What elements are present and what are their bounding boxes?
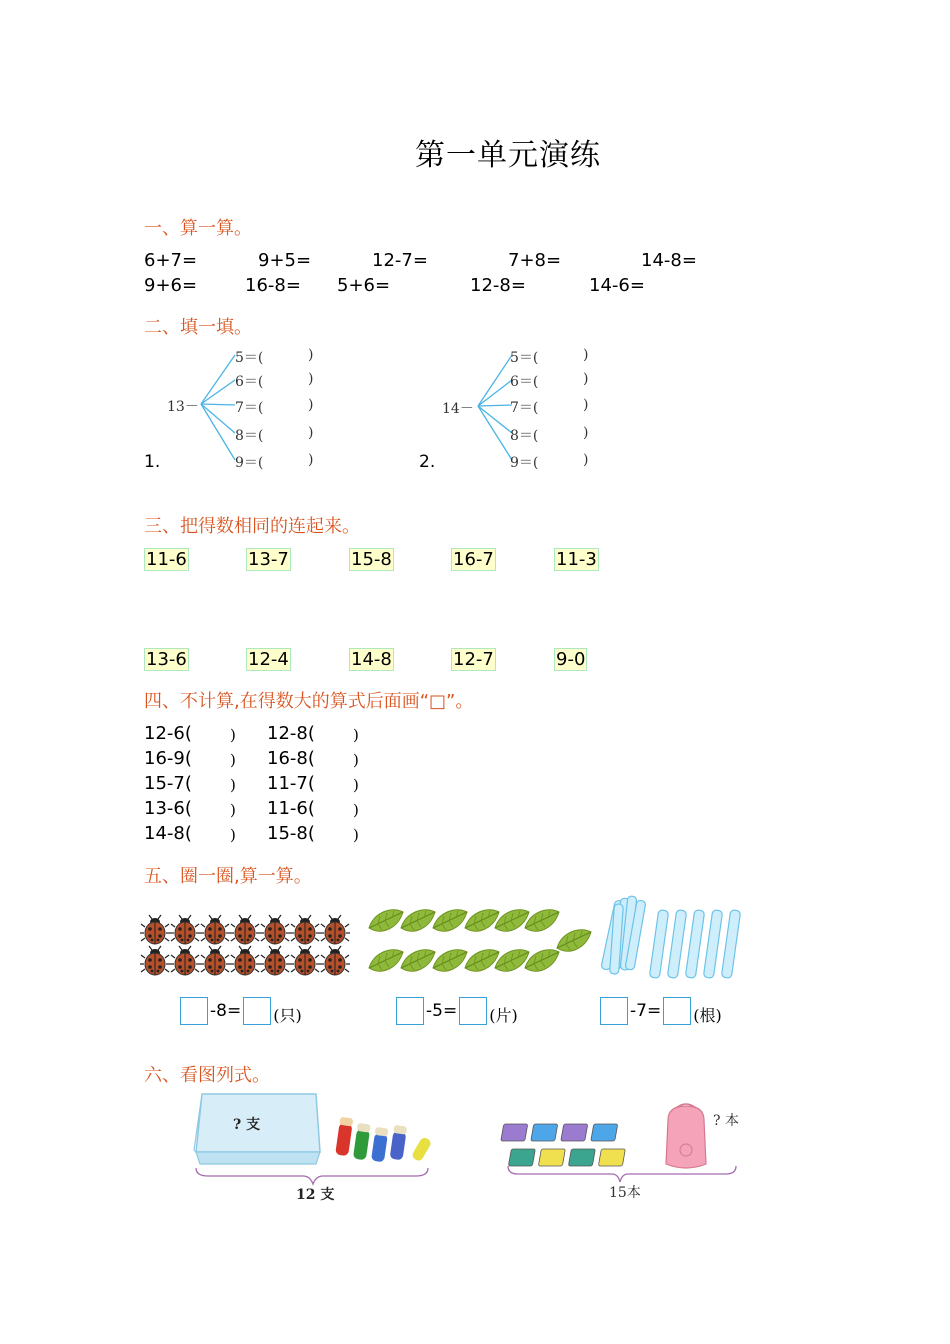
fill-row: 6＝( <box>510 374 539 390</box>
answer-box[interactable] <box>600 997 628 1025</box>
compare-expr: 14-8( <box>144 823 192 844</box>
match-top-item[interactable]: 16-7 <box>453 549 494 570</box>
expr: 7+8= <box>508 250 562 271</box>
equation-unit: (片) <box>489 1006 518 1025</box>
section-4-heading: 四、不计算,在得数大的算式后面画“□”。 <box>144 691 474 712</box>
expr: 14-8= <box>641 250 697 271</box>
page-title: 第一单元演练 <box>415 138 601 173</box>
close-paren: ) <box>353 801 359 819</box>
expr: 9+6= <box>144 275 198 296</box>
fill-row: 7＝( <box>510 400 539 416</box>
compare-expr: 16-9( <box>144 748 192 769</box>
close-paren: ) <box>308 347 314 363</box>
section-5-heading: 五、圈一圈,算一算。 <box>144 866 312 887</box>
compare-expr: 11-6( <box>267 798 315 819</box>
book-total-label: 15本 <box>609 1185 641 1201</box>
center-number: 13－ <box>167 399 199 415</box>
item-number: 1. <box>144 452 161 472</box>
expr: 12-8= <box>470 275 526 296</box>
close-paren: ) <box>230 826 236 844</box>
section-2-heading: 二、填一填。 <box>144 317 252 338</box>
books-picture <box>500 1100 745 1185</box>
match-bottom-item[interactable]: 12-7 <box>453 649 494 670</box>
close-paren: ) <box>583 397 589 413</box>
equation-unit: (只) <box>273 1006 302 1025</box>
close-paren: ) <box>353 776 359 794</box>
fill-row: 8＝( <box>510 428 539 444</box>
close-paren: ) <box>583 347 589 363</box>
branch-lines-1 <box>195 345 240 470</box>
expr: 12-7= <box>372 250 428 271</box>
close-paren: ) <box>230 801 236 819</box>
expr: 16-8= <box>245 275 301 296</box>
stick-group <box>600 892 752 982</box>
equation-op: -5= <box>426 1000 458 1021</box>
close-paren: ) <box>583 371 589 387</box>
compare-expr: 16-8( <box>267 748 315 769</box>
expr: 6+7= <box>144 250 198 271</box>
section-3-heading: 三、把得数相同的连起来。 <box>144 516 360 537</box>
section-1-heading: 一、算一算。 <box>144 218 252 239</box>
equation-op: -8= <box>210 1000 242 1021</box>
match-bottom-item[interactable]: 12-4 <box>248 649 289 670</box>
close-paren: ) <box>583 452 589 468</box>
center-number: 14－ <box>442 401 474 417</box>
close-paren: ) <box>230 726 236 744</box>
item-number: 2. <box>419 452 436 472</box>
pen-question-label: ? 支 <box>233 1117 261 1133</box>
close-paren: ) <box>308 425 314 441</box>
expr: 5+6= <box>337 275 391 296</box>
answer-box[interactable] <box>180 997 208 1025</box>
fill-row: 6＝( <box>235 374 264 390</box>
expr: 9+5= <box>258 250 312 271</box>
match-top-item[interactable]: 13-7 <box>248 549 289 570</box>
close-paren: ) <box>353 826 359 844</box>
match-top-item[interactable]: 11-3 <box>556 549 597 570</box>
match-bottom-item[interactable]: 13-6 <box>146 649 187 670</box>
match-top-item[interactable]: 15-8 <box>351 549 392 570</box>
compare-expr: 12-8( <box>267 723 315 744</box>
close-paren: ) <box>308 371 314 387</box>
answer-box[interactable] <box>459 997 487 1025</box>
compare-expr: 15-7( <box>144 773 192 794</box>
close-paren: ) <box>230 751 236 769</box>
close-paren: ) <box>583 425 589 441</box>
expr: 14-6= <box>589 275 645 296</box>
fill-row: 9＝( <box>235 455 264 471</box>
fill-row: 8＝( <box>235 428 264 444</box>
fill-row: 7＝( <box>235 400 264 416</box>
close-paren: ) <box>308 452 314 468</box>
fill-row: 9＝( <box>510 455 539 471</box>
fill-row: 5＝( <box>510 350 539 366</box>
close-paren: ) <box>353 726 359 744</box>
compare-expr: 13-6( <box>144 798 192 819</box>
equation-ladybugs <box>180 995 302 1026</box>
leaf-group <box>368 902 593 984</box>
compare-expr: 11-7( <box>267 773 315 794</box>
equation-sticks <box>600 995 722 1026</box>
close-paren: ) <box>308 397 314 413</box>
match-bottom-item[interactable]: 14-8 <box>351 649 392 670</box>
match-top-item[interactable]: 11-6 <box>146 549 187 570</box>
ladybug-group <box>140 912 355 982</box>
pen-total-label: 12 支 <box>296 1187 335 1203</box>
equation-leaves <box>396 995 518 1026</box>
answer-box[interactable] <box>663 997 691 1025</box>
compare-expr: 12-6( <box>144 723 192 744</box>
section-6-heading: 六、看图列式。 <box>144 1065 270 1086</box>
compare-expr: 15-8( <box>267 823 315 844</box>
fill-row: 5＝( <box>235 350 264 366</box>
equation-op: -7= <box>630 1000 662 1021</box>
close-paren: ) <box>230 776 236 794</box>
match-bottom-item[interactable]: 9-0 <box>556 649 586 670</box>
answer-box[interactable] <box>243 997 271 1025</box>
book-question-label: ? 本 <box>713 1113 739 1129</box>
close-paren: ) <box>353 751 359 769</box>
answer-box[interactable] <box>396 997 424 1025</box>
equation-unit: (根) <box>693 1006 722 1025</box>
